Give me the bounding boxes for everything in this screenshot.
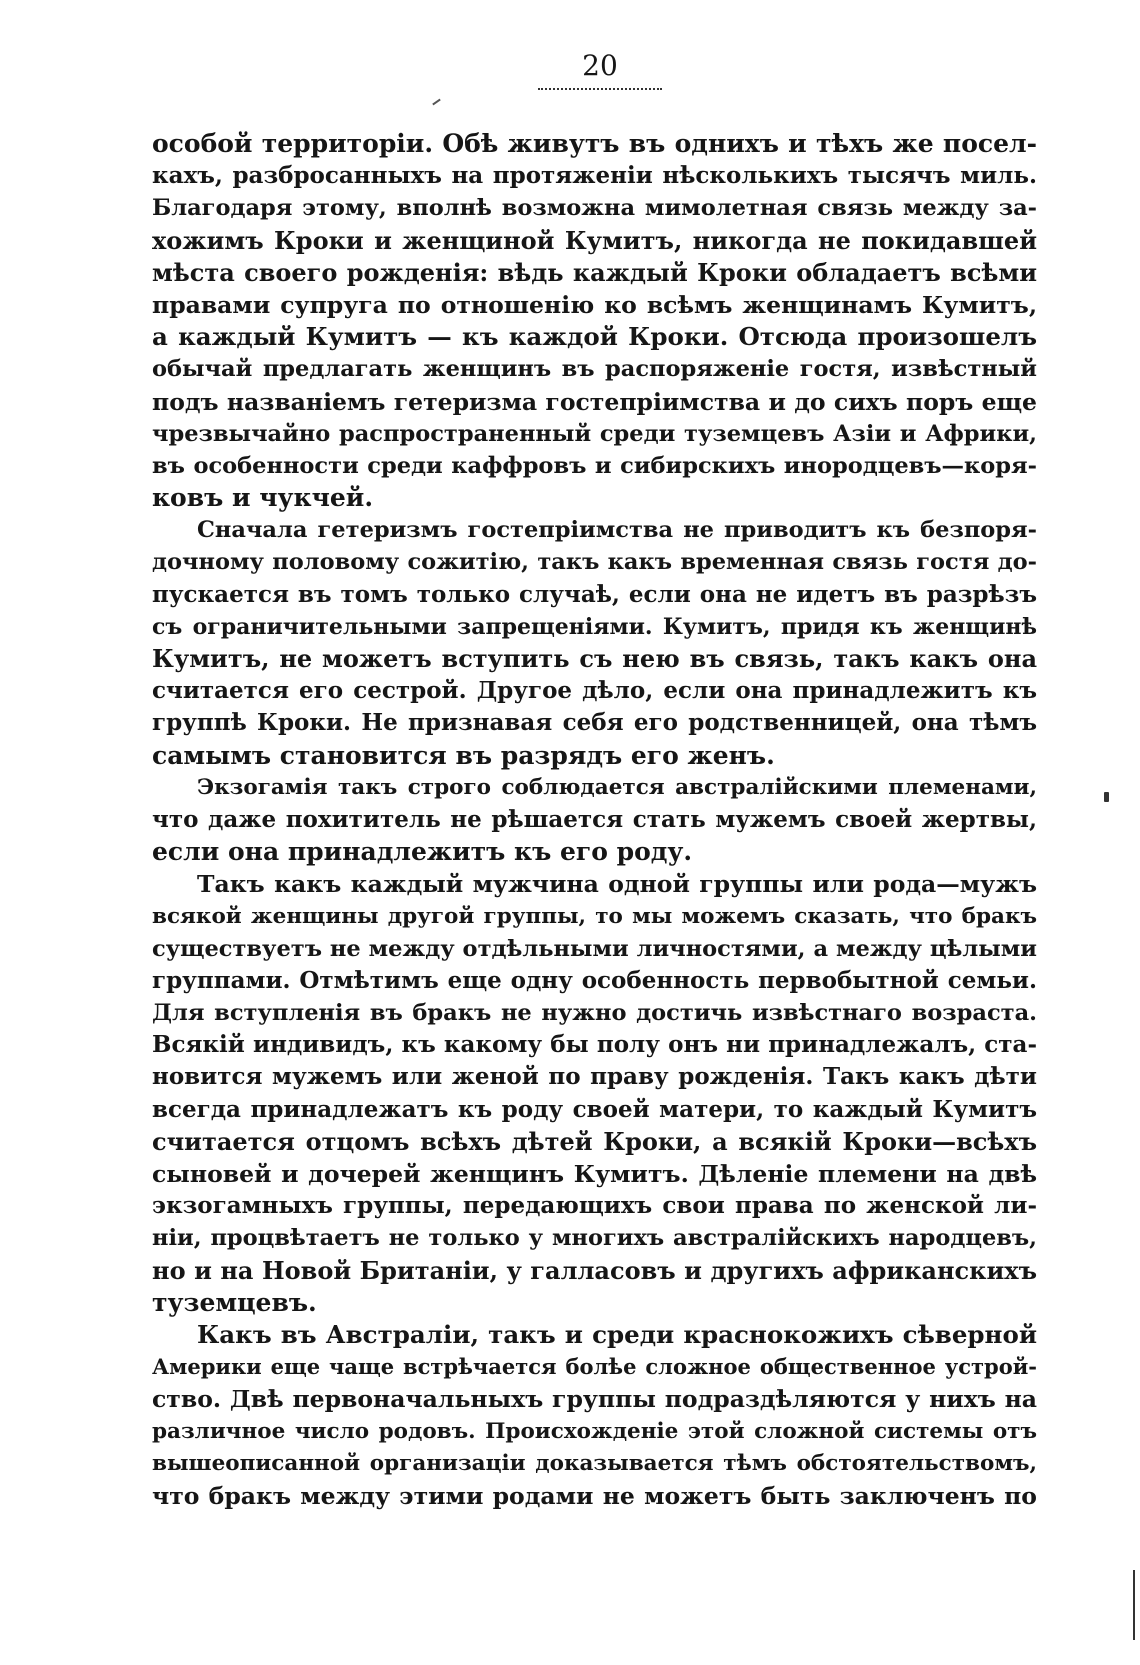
text-line: а каждый Кумитъ — къ каждой Кроки. Отсюда произошелъ — [152, 322, 1037, 352]
text-line: самымъ становится въ разрядъ его женъ. — [152, 740, 775, 770]
paragraph — [152, 1319, 1037, 1512]
text-line: Благодаря этому, вполнѣ возможна мимолетная связь между за- — [152, 195, 1037, 222]
text-line: хожимъ Кроки и женщиной Кумитъ, никогда не покидавшей — [152, 225, 1037, 255]
text-line: что бракъ между этими родами не можетъ быть заключенъ по — [152, 1481, 1037, 1510]
text-line: правами супруга по отношенію ко всѣмъ женщинамъ Кумитъ, — [152, 290, 1037, 319]
text-line: ство. Двѣ первоначальныхъ группы подраздѣляются у нихъ на — [152, 1385, 1037, 1414]
text-line: особой территоріи. Обѣ живутъ въ однихъ и тѣхъ же посел- — [152, 129, 1037, 158]
page-number-underline — [538, 88, 662, 90]
text-line: въ особенности среди каффровъ и сибирскихъ инородцевъ—коря- — [152, 452, 1037, 479]
text-line: Такъ какъ каждый мужчина одной группы или рода—мужъ — [197, 870, 1037, 899]
text-line: мѣста своего рожденія: вѣдь каждый Кроки обладаетъ всѣми — [152, 257, 1037, 287]
text-line: всякой женщины другой группы, то мы можемъ сказать, что бракъ — [152, 903, 1037, 929]
text-line: пускается въ томъ только случаѣ, если она не идетъ въ разрѣзъ — [152, 580, 1037, 608]
text-line: ніи, процвѣтаетъ не только у многихъ австралійскихъ народцевъ, — [152, 1225, 1037, 1252]
text-line: группѣ Кроки. Не признавая себя его родственницей, она тѣмъ — [152, 709, 1037, 737]
text-line: считается его сестрой. Другое дѣло, если она принадлежитъ къ — [152, 677, 1037, 705]
text-line: Какъ въ Австраліи, такъ и среди краснокожихъ сѣверной — [197, 1319, 1037, 1349]
text-line: кахъ, разбросанныхъ на протяженіи нѣсколькихъ тысячъ миль. — [152, 162, 1037, 190]
body-text — [152, 128, 1037, 1512]
margin-mark — [1104, 792, 1109, 802]
text-line: вышеописанной организаціи доказывается тѣмъ обстоятельствомъ, — [152, 1450, 1037, 1476]
text-line: подъ названіемъ гетеризма гостепріимства и до сихъ поръ еще — [152, 387, 1037, 416]
text-line: Кумитъ, не можетъ вступить съ нею въ связь, такъ какъ она — [152, 644, 1037, 673]
text-line: если она принадлежитъ къ его роду. — [152, 837, 693, 867]
paragraph — [152, 868, 1037, 1319]
text-line: экзогамныхъ группы, передающихъ свои права по женской ли- — [152, 1192, 1037, 1220]
text-line: Экзогамія такъ строго соблюдается австралійскими племенами, — [197, 774, 1037, 800]
text-line: но и на Новой Британіи, у галласовъ и другихъ африканскихъ — [152, 1255, 1037, 1285]
paragraph — [152, 772, 1037, 869]
text-line: группами. Отмѣтимъ еще одну особенность первобытной семьи. — [152, 966, 1037, 994]
scan-speck — [432, 99, 441, 106]
text-line: дочному половому сожитію, такъ какъ временная связь гостя до- — [152, 549, 1037, 576]
paragraph — [152, 514, 1037, 772]
text-line: сыновей и дочерей женщинъ Кумитъ. Дѣленіе племени на двѣ — [152, 1160, 1037, 1188]
page-number: 20 — [582, 49, 618, 82]
text-line: что даже похититель не рѣшается стать мужемъ своей жертвы, — [152, 805, 1037, 833]
text-line: туземцевъ. — [152, 1287, 317, 1317]
text-line: ковъ и чукчей. — [152, 483, 374, 513]
text-line: считается отцомъ всѣхъ дѣтей Кроки, а всякій Кроки—всѣхъ — [152, 1126, 1037, 1156]
text-line: новится мужемъ или женой по праву рожденія. Такъ какъ дѣти — [152, 1063, 1037, 1091]
text-line: Для вступленія въ бракъ не нужно достичь извѣстнаго возраста. — [152, 1000, 1037, 1027]
text-line: различное число родовъ. Происхожденіе этой сложной системы отъ — [152, 1418, 1037, 1444]
text-line: Сначала гетеризмъ гостепріимства не приводитъ къ безпоря- — [197, 517, 1037, 544]
text-line: чрезвычайно распространенный среди туземцевъ Азіи и Африки, — [152, 420, 1037, 447]
page-edge-mark — [1133, 1570, 1135, 1640]
text-line: всегда принадлежатъ къ роду своей матери, то каждый Кумитъ — [152, 1095, 1037, 1123]
text-line: существуетъ не между отдѣльными личностями, а между цѣлыми — [152, 935, 1037, 962]
paragraph — [152, 128, 1037, 514]
text-line: Америки еще чаще встрѣчается болѣе сложное общественное устрой- — [152, 1354, 1037, 1380]
text-line: Всякій индивидъ, къ какому бы полу онъ ни принадлежалъ, ста- — [152, 1031, 1037, 1059]
text-line: обычай предлагать женщинъ въ распоряженіе гостя, извѣстный — [152, 356, 1037, 383]
text-line: съ ограничительными запрещеніями. Кумитъ, придя къ женщинѣ — [152, 613, 1037, 640]
